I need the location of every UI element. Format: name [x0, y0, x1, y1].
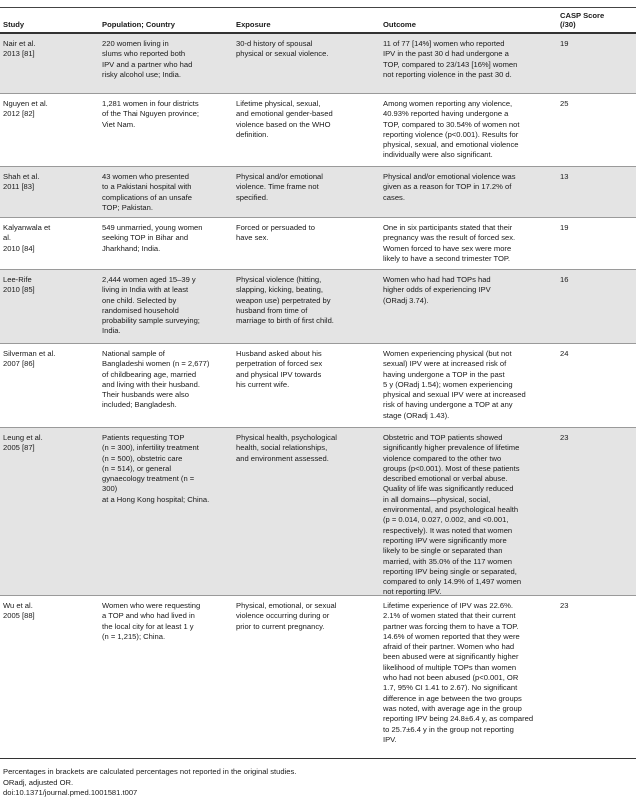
population-cell: 220 women living in slums who reported both IPV and a partner who had risky alcohol use; India. [102, 39, 193, 79]
header-study: Study [3, 20, 25, 29]
study-cell: Shah et al. 2011 [83] [3, 172, 40, 192]
population-cell: Patients requesting TOP (n = 300), infertility treatment (n = 500), obstetric care (n = 514), or general gynaecology treatment (n = 300) at a Hong Kong hospital; China. [102, 433, 210, 504]
study-cell: Kalyanwala et al. 2010 [84] [3, 223, 51, 253]
exposure-cell: Physical health, psychological health, social relationships, and environment assessed. [236, 433, 337, 463]
population-cell: Women who were requesting a TOP and who had lived in the local city for at least 1 y (n = 1,215); China. [102, 601, 201, 641]
casp-score-cell: 13 [560, 172, 569, 181]
outcome-cell: Women experiencing physical (but not sexual) IPV were at increased risk of having undergone a TOP in the past 5 y (ORadj 1.54); women experiencing physical and sexual IPV were at increased risk of having undergone a TOP at any stage (ORadj 1.43). [383, 349, 526, 420]
casp-score-cell: 19 [560, 223, 569, 232]
outcome-cell: One in six participants stated that their pregnancy was the result of forced sex. Women forced to have sex were more likely to have a second trimester TOP. [383, 223, 516, 263]
outcome-cell: Lifetime experience of IPV was 22.6%. 2.1% of women stated that their current partner was forcing them to have a TOP. 14.6% of women reported that they were afraid of their partner. Women who had been abused were at significantly higher likelihood of multiple TOPs than women who had not been abused (p<0.001, OR 1.7, 95% CI 1.41 to 2.67). No significant difference in age between the two groups was noted, with average age in the group reporting IPV being 24.8±6.4 y, as compared to 25.7±6.4 y in the group not reporting IPV. [383, 601, 534, 744]
header-casp-score: CASP Score (/30) [560, 11, 605, 29]
study-cell: Leung et al. 2005 [87] [3, 433, 43, 453]
outcome-cell: Among women reporting any violence, 40.93% reported having undergone a TOP, compared to 30.54% of women not reporting violence (p<0.001). Results for physical, sexual, and emotional violence individually were also significant. [383, 99, 520, 160]
casp-score-cell: 24 [560, 349, 569, 358]
casp-score-cell: 19 [560, 39, 569, 48]
exposure-cell: Husband asked about his perpetration of forced sex and physical IPV towards his current wife. [236, 349, 323, 389]
study-cell: Lee-Rife 2010 [85] [3, 275, 35, 295]
outcome-cell: 11 of 77 [14%] women who reported IPV in the past 30 d had undergone a TOP, compared to 23/143 [16%] women not reporting violence in the past 30 d. [383, 39, 518, 79]
header-population: Population; Country [102, 20, 175, 29]
study-cell: Nair et al. 2013 [81] [3, 39, 36, 59]
population-cell: 43 women who presented to a Pakistani hospital with complications of an unsafe TOP; Pakistan. [102, 172, 192, 212]
outcome-cell: Obstetric and TOP patients showed significantly higher prevalence of lifetime violence compared to the other two groups (p<0.001). Most of these patients described emotional or verbal abuse. Quality of life was significantly reduced in all domains—physical, social, environmental, and psychological health (p = 0.014, 0.027, 0.002, and <0.001, respectively). It was noted that women reporting IPV were significantly more likely to be single or separated than married, with 35.0% of the 117 women reporting IPV being single or separated, compared to only 14.9% of 1,497 women not reporting IPV. [383, 433, 522, 597]
exposure-cell: Forced or persuaded to have sex. [236, 223, 315, 243]
table-row [0, 218, 636, 270]
exposure-cell: Lifetime physical, sexual, and emotional gender-based violence based on the WHO definition. [236, 99, 333, 139]
outcome-cell: Physical and/or emotional violence was given as a reason for TOP in 17.2% of cases. [383, 172, 516, 202]
table-header [0, 8, 636, 32]
study-cell: Wu et al. 2005 [88] [3, 601, 35, 621]
table-row [0, 596, 636, 759]
population-cell: 2,444 women aged 15–39 y living in India with at least one child. Selected by randomised household probability sample surveying; India. [102, 275, 200, 336]
population-cell: 549 unmarried, young women seeking TOP in Bihar and Jharkhand; India. [102, 223, 203, 253]
exposure-cell: Physical violence (hitting, slapping, kicking, beating, weapon use) perpetrated by husband from time of marriage to birth of first child. [236, 275, 334, 326]
casp-score-cell: 25 [560, 99, 569, 108]
casp-score-cell: 23 [560, 433, 569, 442]
casp-score-cell: 16 [560, 275, 569, 284]
exposure-cell: Physical, emotional, or sexual violence occurring during or prior to current pregnancy. [236, 601, 337, 631]
header-outcome: Outcome [383, 20, 416, 29]
table-row [0, 94, 636, 167]
table-row [0, 167, 636, 218]
exposure-cell: Physical and/or emotional violence. Time frame not specified. [236, 172, 323, 202]
table-row [0, 428, 636, 596]
casp-score-cell: 23 [560, 601, 569, 610]
exposure-cell: 30-d history of spousal physical or sexual violence. [236, 39, 329, 59]
population-cell: National sample of Bangladeshi women (n = 2,677) of childbearing age, married and living with their husband. Their husbands were also included; Bangladesh. [102, 349, 210, 410]
population-cell: 1,281 women in four districts of the Thai Nguyen province; Viet Nam. [102, 99, 199, 129]
table-row [0, 34, 636, 94]
table-row [0, 344, 636, 428]
study-cell: Nguyen et al. 2012 [82] [3, 99, 48, 119]
study-cell: Silverman et al. 2007 [86] [3, 349, 56, 369]
header-exposure: Exposure [236, 20, 271, 29]
outcome-cell: Women who had had TOPs had higher odds of experiencing IPV (ORadj 3.74). [383, 275, 491, 305]
table-row [0, 270, 636, 344]
table-footnotes: Percentages in brackets are calculated percentages not reported in the original studies. ORadj, adjusted OR. doi:10.1371/journal.pmed.1001581.t007 [3, 767, 297, 797]
